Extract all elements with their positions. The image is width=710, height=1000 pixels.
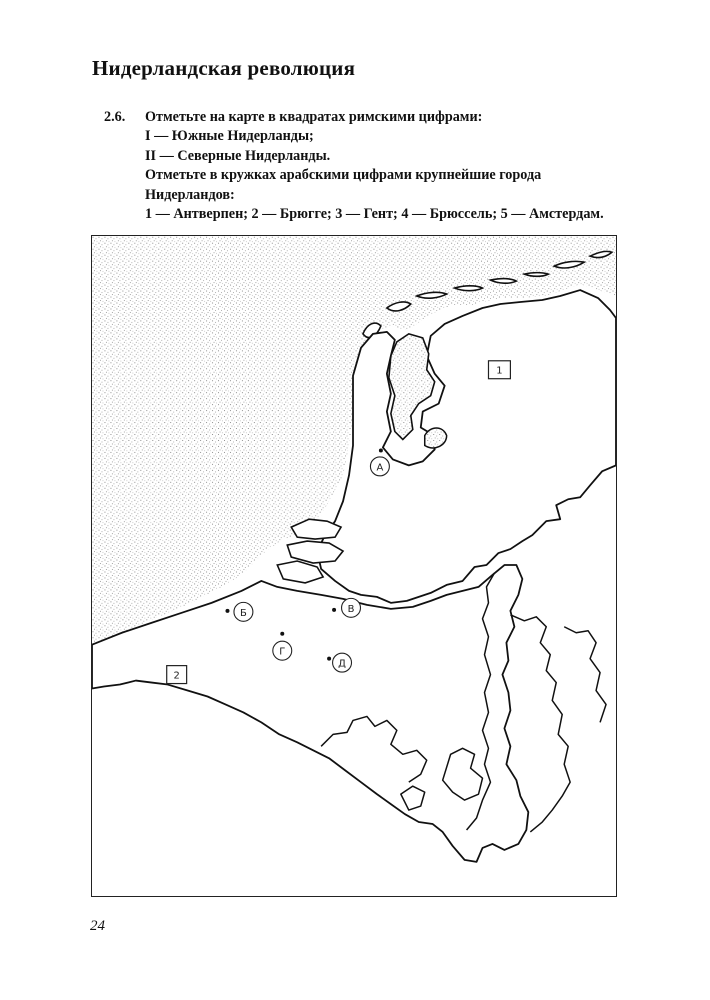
- task-line: I — Южные Нидерланды;: [145, 128, 314, 145]
- city-marker-g-label: Г: [279, 646, 286, 658]
- region-box-south-label: 2: [173, 670, 180, 682]
- task-line: 1 — Антверпен; 2 — Брюгге; 3 — Гент; 4 — Брюссель; 5 — Амстердам.: [145, 206, 604, 223]
- city-marker-a-label: А: [376, 462, 384, 474]
- map-frame: [91, 235, 617, 897]
- outline-map: [92, 236, 616, 896]
- page-title: Нидерландская революция: [92, 56, 356, 80]
- city-marker-v-label: В: [347, 603, 355, 615]
- page-number: 24: [90, 918, 105, 934]
- city-marker-b-label: Б: [240, 607, 247, 619]
- city-marker-d-label: Д: [338, 658, 346, 670]
- task-line: Отметьте на карте в квадратах римскими цифрами:: [145, 109, 483, 125]
- region-box-north-label: 1: [496, 365, 503, 377]
- task-number: 2.6.: [104, 109, 126, 125]
- task-line: II — Северные Нидерланды.: [145, 147, 331, 164]
- task-text: [145, 108, 665, 224]
- task-line: Нидерландов:: [145, 186, 235, 203]
- task-line: Отметьте в кружках арабскими цифрами крупнейшие города: [145, 167, 542, 184]
